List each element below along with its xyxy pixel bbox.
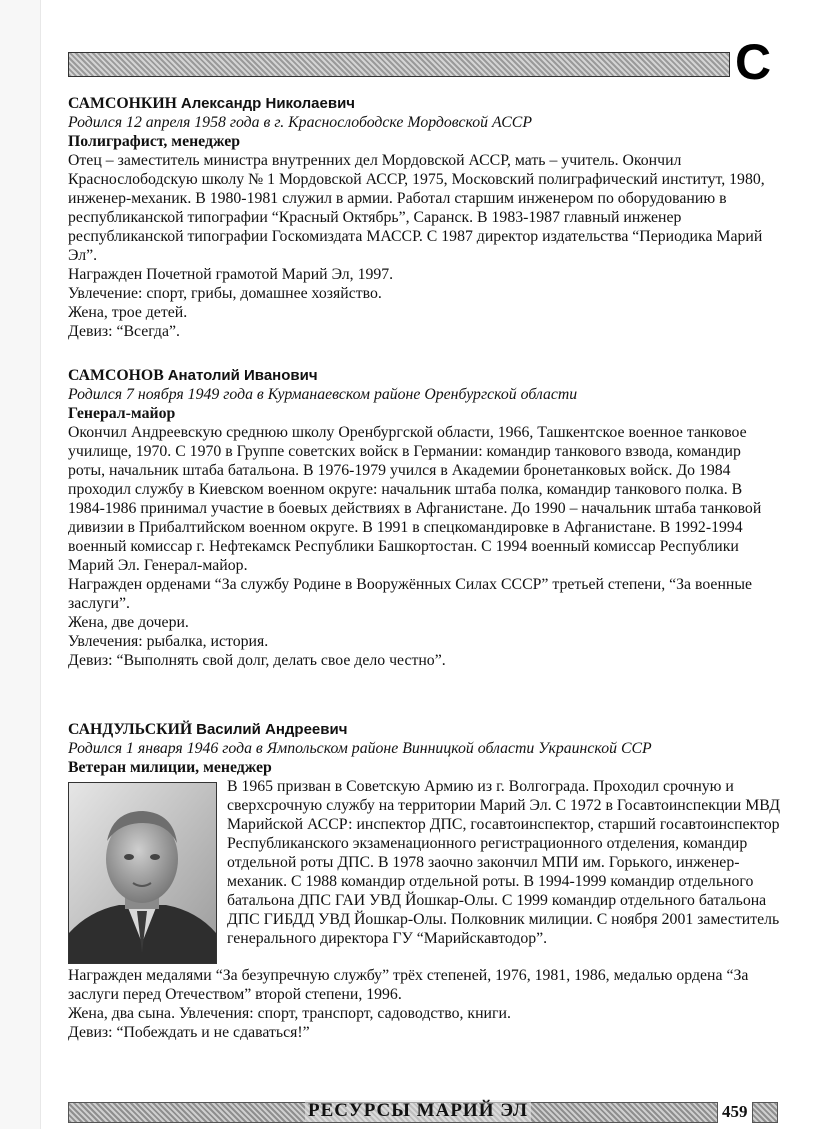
page-number: 459	[722, 1102, 748, 1121]
entry-hobby: Увлечения: рыбалка, история.	[68, 633, 269, 650]
footer-title: РЕСУРСЫ МАРИЙ ЭЛ	[305, 1100, 531, 1122]
book-spine-edge	[0, 0, 41, 1129]
entry-surname: САМСОНОВ	[68, 367, 164, 384]
biography-entry	[68, 366, 780, 670]
entry-birth: Родился 12 апреля 1958 года в г. Краснослободске Мордовской АССР	[68, 114, 532, 131]
entry-given-names: Анатолий Иванович	[167, 367, 318, 384]
entry-family-hobby: Жена, два сына. Увлечения: спорт, транспорт, садоводство, книги.	[68, 1005, 511, 1022]
entry-awards: Награжден орденами “За службу Родине в Вооружённых Силах СССР” третьей степени, “За военные заслуги”.	[68, 576, 752, 612]
entry-given-names: Александр Николаевич	[180, 95, 356, 112]
entry-name-line	[68, 720, 780, 739]
entry-position: Генерал-майор	[68, 405, 176, 422]
footer-corner-band	[752, 1102, 778, 1123]
entry-hobby: Увлечение: спорт, грибы, домашнее хозяйство.	[68, 285, 382, 302]
biography-entry	[68, 94, 780, 341]
portrait-photo	[68, 782, 217, 964]
biography-entry	[68, 720, 780, 1042]
entry-surname: САМСОНКИН	[68, 95, 177, 112]
entry-motto: Девиз: “Выполнять свой долг, делать свое дело честно”.	[68, 652, 446, 669]
entry-position: Ветеран милиции, менеджер	[68, 759, 272, 776]
entry-family: Жена, трое детей.	[68, 304, 188, 321]
entry-bio: Отец – заместитель министра внутренних дел Мордовской АССР, мать – учитель. Окончил Краснослободскую школу № 1 Мордовской АССР, 1975, Московский полиграфический институт, 1980, инженер-механик. В 1980-1981 служил в армии. Работал старшим инженером по оборудованию в республиканской типографии “Красный Октябрь”, Саранск. В 1983-1987 главный инженер республиканской типографии Госкомиздата МАССР. С 1987 директор издательства “Периодика Марий Эл”.	[68, 152, 765, 264]
entry-birth: Родился 7 ноября 1949 года в Курманаевском районе Оренбургской области	[68, 386, 578, 403]
entry-family: Жена, две дочери.	[68, 614, 189, 631]
entry-motto: Девиз: “Всегда”.	[68, 323, 180, 340]
entry-bio: В 1965 призван в Советскую Армию из г. Волгограда. Проходил срочную и сверхсрочную службу на территории Марий Эл. С 1972 в Госавтоинспекции МВД Марийской АССР: инспектор ДПС, госавтоинспектор, старший госавтоинспектор Республиканского экзаменационного регистрационного отделения, командир отдельной роты ДПС. В 1978 заочно закончил МПИ им. Горького, инженер-механик. С 1988 командир отдельной роты. В 1994-1999 командир отдельного батальона ДПС ГАИ УВД Йошкар-Олы. С 1999 командир отдельного батальона ДПС ГИБДД УВД Йошкар-Олы. Полковник милиции. С ноября 2001 заместитель генерального директора ГУ “Марийскавтодор”.	[227, 778, 780, 947]
portrait-illustration	[69, 783, 216, 963]
entry-bio: Окончил Андреевскую среднюю школу Оренбургской области, 1966, Ташкентское военное танковое училище, 1970. С 1970 в Группе советских войск в Германии: командир танкового взвода, командир роты, начальник штаба батальона. В 1976-1979 учился в Академии бронетанковых войск. До 1984 проходил службу в Киевском военном округе: начальник штаба полка, командир танкового полка. В 1984-1986 принимал участие в боевых действиях в Афганистане. До 1990 – начальник штаба танковой дивизии в Прибалтийском военном округе. В 1991 в спецкомандировке в Афганистане. В 1992-1994 военный комиссар г. Нефтекамск Республики Башкортостан. С 1994 военный комиссар Республики Марий Эл. Генерал-майор.	[68, 424, 762, 574]
entry-birth: Родился 1 января 1946 года в Ямпольском районе Винницкой области Украинской ССР	[68, 740, 652, 757]
entry-awards: Награжден Почетной грамотой Марий Эл, 1997.	[68, 266, 394, 283]
entry-position: Полиграфист, менеджер	[68, 133, 241, 150]
entry-name-line	[68, 366, 780, 385]
section-letter: С	[735, 34, 772, 90]
entry-surname: САНДУЛЬСКИЙ	[68, 721, 193, 738]
entry-name-line	[68, 94, 780, 113]
section-header-band	[68, 52, 730, 77]
entry-motto: Девиз: “Побеждать и не сдаваться!”	[68, 1024, 310, 1041]
entry-awards: Награжден медалями “За безупречную службу” трёх степеней, 1976, 1981, 1986, медалью ордена “За заслуги перед Отечеством” второй степени, 1996.	[68, 967, 749, 1003]
entry-given-names: Василий Андреевич	[196, 721, 348, 738]
